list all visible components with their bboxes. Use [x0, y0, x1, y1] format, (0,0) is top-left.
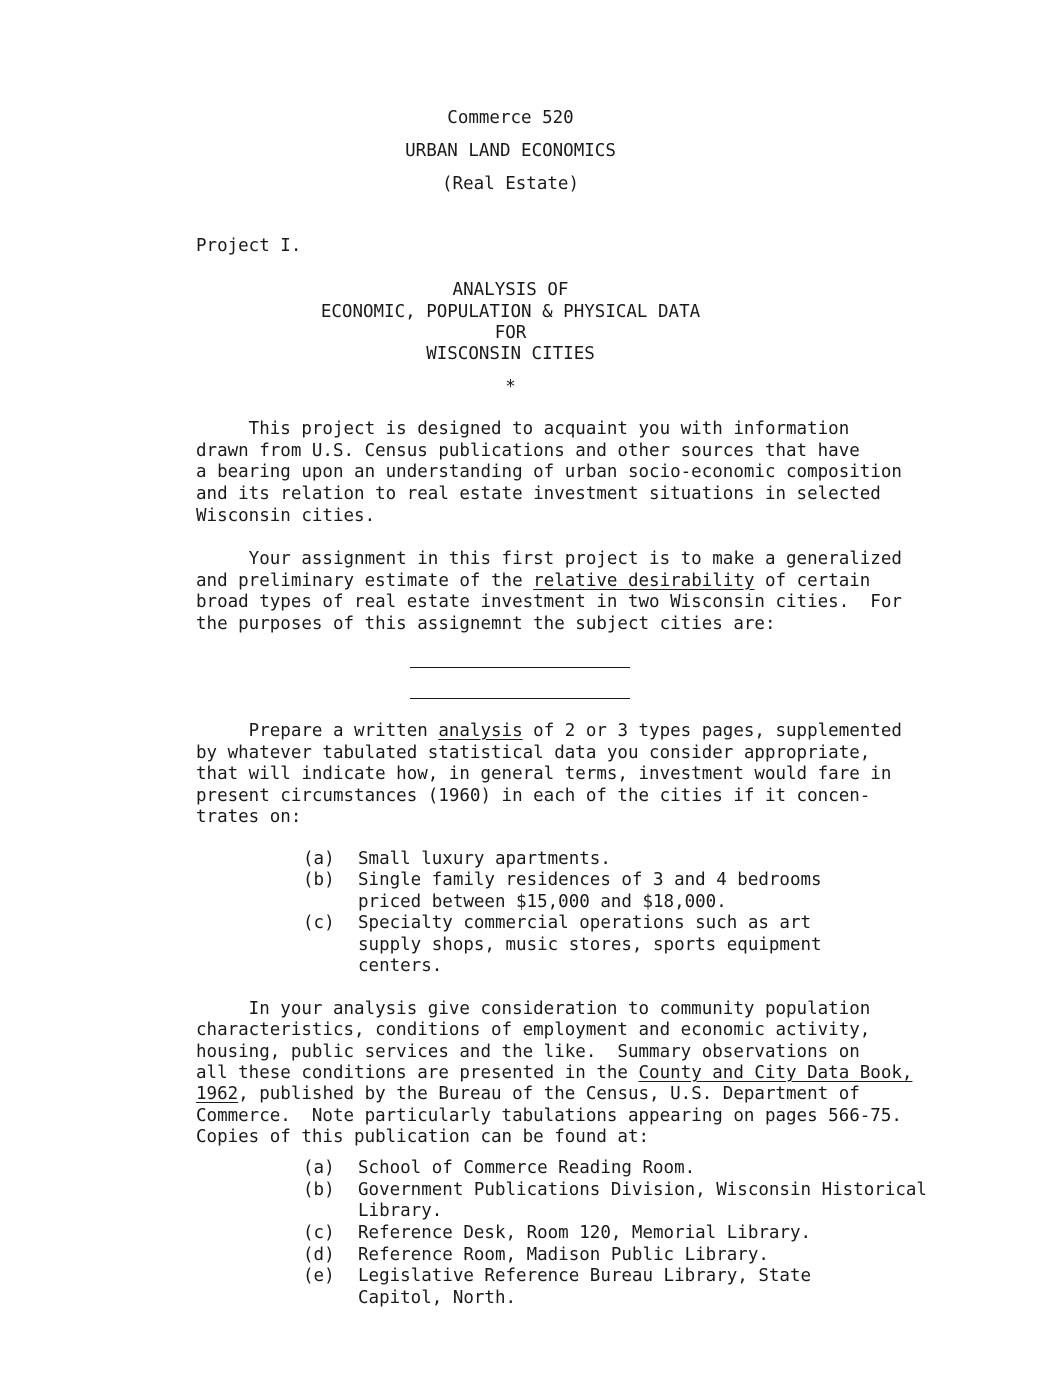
- list1-label: (c): [303, 913, 335, 933]
- para3-line: Prepare a written analysis of 2 or 3 types pages, supplemented: [196, 721, 902, 741]
- para3-line: trates on:: [196, 807, 302, 827]
- para2-line: and preliminary estimate of the relative desirability of certain: [196, 571, 871, 591]
- list2-label: (c): [303, 1223, 335, 1243]
- para3-line: present circumstances (1960) in each of the cities if it concen-: [196, 786, 871, 806]
- para1-line: drawn from U.S. Census publications and other sources that have: [196, 441, 860, 461]
- underlined-relative-desirability: relative desirability: [533, 571, 755, 591]
- para3-line: that will indicate how, in general terms, investment would fare in: [196, 764, 892, 784]
- para2-line: broad types of real estate investment in two Wisconsin cities. For: [196, 592, 902, 612]
- list2-item-text: Capitol, North.: [358, 1288, 517, 1308]
- para4-line: characteristics, conditions of employment and economic activity,: [196, 1020, 871, 1040]
- asterisk-mark: *: [505, 377, 516, 397]
- para3-line: by whatever tabulated statistical data you consider appropriate,: [196, 743, 871, 763]
- list1-label: (a): [303, 849, 335, 869]
- para1-line: Wisconsin cities.: [196, 506, 376, 526]
- city-blank-line-1: [410, 667, 630, 668]
- underlined-data-book-title: County and City Data Book,: [638, 1063, 913, 1083]
- course-title: URBAN LAND ECONOMICS: [405, 141, 616, 161]
- para2-line: the purposes of this assignemnt the subject cities are:: [196, 614, 776, 634]
- para4-line: Copies of this publication can be found at:: [196, 1127, 650, 1147]
- list2-label: (b): [303, 1180, 335, 1200]
- list1-label: (b): [303, 870, 335, 890]
- para1-line: a bearing upon an understanding of urban socio-economic composition: [196, 462, 902, 482]
- list2-label: (d): [303, 1245, 335, 1265]
- list1-item-text: priced between $15,000 and $18,000.: [358, 892, 727, 912]
- list1-item-text: supply shops, music stores, sports equipment: [358, 935, 822, 955]
- course-subtitle: (Real Estate): [442, 174, 579, 194]
- list1-item-text: Single family residences of 3 and 4 bedrooms: [358, 870, 822, 890]
- title-line-4: WISCONSIN CITIES: [426, 344, 595, 364]
- list2-label: (a): [303, 1158, 335, 1178]
- list2-label: (e): [303, 1266, 335, 1286]
- list2-item-text: Government Publications Division, Wisconsin Historical: [358, 1180, 927, 1200]
- para1-line: and its relation to real estate investment situations in selected: [196, 484, 881, 504]
- list2-item-text: Legislative Reference Bureau Library, State: [358, 1266, 812, 1286]
- list1-item-text: Small luxury apartments.: [358, 849, 611, 869]
- para4-line: housing, public services and the like. Summary observations on: [196, 1042, 860, 1062]
- list1-item-text: Specialty commercial operations such as art: [358, 913, 812, 933]
- list2-item-text: Library.: [358, 1201, 443, 1221]
- para1-line: This project is designed to acquaint you with information: [196, 419, 850, 439]
- underlined-year: 1962: [196, 1084, 239, 1104]
- city-blank-line-2: [410, 698, 630, 699]
- underlined-analysis: analysis: [438, 721, 523, 741]
- para2-line: Your assignment in this first project is to make a generalized: [196, 549, 902, 569]
- list2-item-text: Reference Desk, Room 120, Memorial Library.: [358, 1223, 812, 1243]
- title-line-2: ECONOMIC, POPULATION & PHYSICAL DATA: [320, 302, 701, 322]
- para4-line: all these conditions are presented in the County and City Data Book,: [196, 1063, 913, 1083]
- list1-item-text: centers.: [358, 956, 443, 976]
- list2-item-text: Reference Room, Madison Public Library.: [358, 1245, 769, 1265]
- para4-line: In your analysis give consideration to community population: [196, 999, 871, 1019]
- title-line-3: FOR: [494, 323, 527, 343]
- title-line-1: ANALYSIS OF: [452, 280, 569, 300]
- para4-line: Commerce. Note particularly tabulations appearing on pages 566-75.: [196, 1106, 902, 1126]
- project-label: Project I.: [196, 236, 302, 256]
- course-number: Commerce 520: [447, 108, 574, 128]
- list2-item-text: School of Commerce Reading Room.: [358, 1158, 696, 1178]
- para4-line: 1962, published by the Bureau of the Census, U.S. Department of: [196, 1084, 860, 1104]
